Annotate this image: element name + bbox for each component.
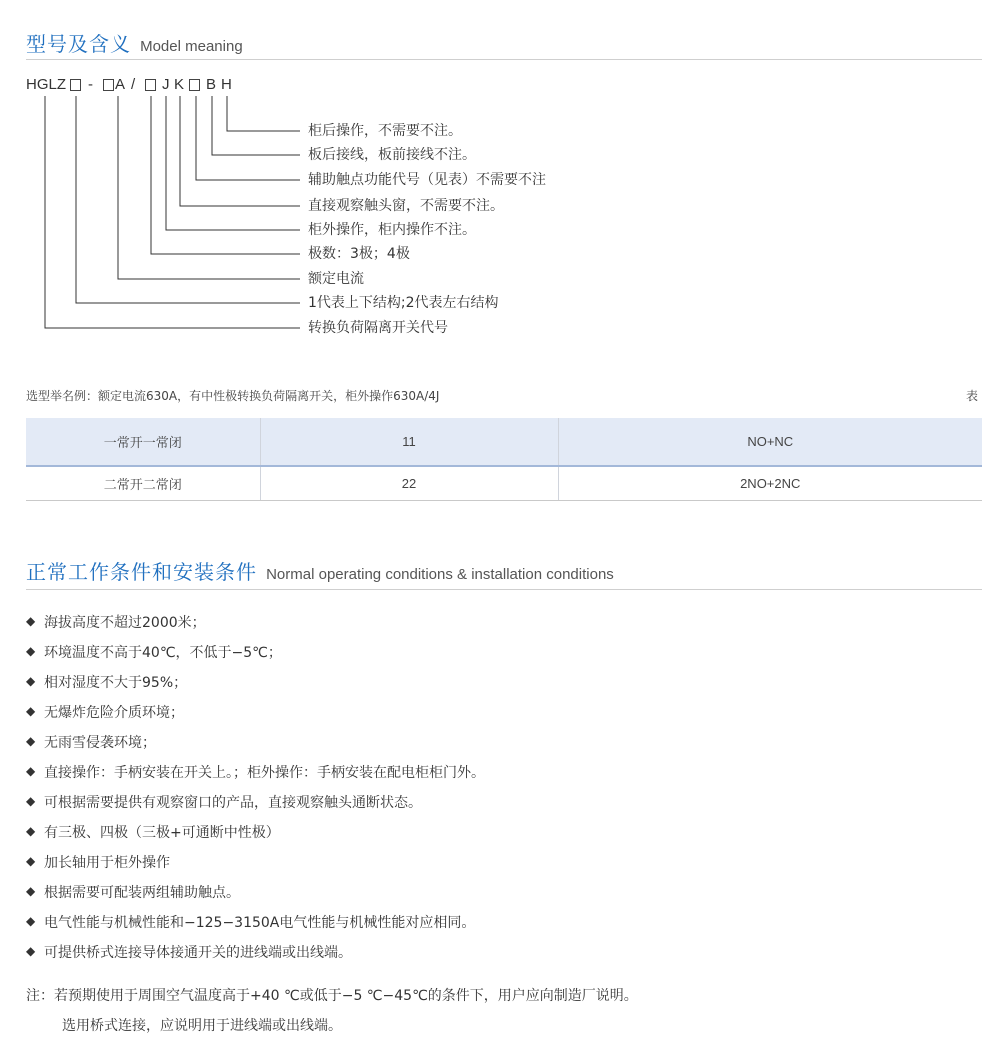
section-title-zh: 型号及含义 <box>26 32 131 56</box>
table-cell: 二常开二常闭 <box>26 466 260 501</box>
list-item <box>26 612 485 642</box>
section-heading-operating-conditions <box>26 556 614 585</box>
condition-text: 根据需要可配装两组辅助触点。 <box>44 885 240 901</box>
leader-line <box>180 96 300 206</box>
list-item <box>26 912 485 942</box>
model-code-dash: - <box>88 76 93 93</box>
section-divider <box>26 589 982 590</box>
diamond-bullet-icon: ◆ <box>26 854 36 868</box>
model-code-k: K <box>174 76 185 93</box>
meaning-item: 辅助触点功能代号（见表）不需要不注 <box>308 172 546 188</box>
list-item <box>26 732 485 762</box>
diamond-bullet-icon: ◆ <box>26 824 36 838</box>
note-line: 选用桥式连接，应说明用于进线端或出线端。 <box>62 1018 342 1034</box>
model-code-slash: / <box>131 76 136 93</box>
diamond-bullet-icon: ◆ <box>26 944 36 958</box>
diamond-bullet-icon: ◆ <box>26 614 36 628</box>
diamond-bullet-icon: ◆ <box>26 704 36 718</box>
list-item <box>26 642 485 672</box>
list-item <box>26 942 485 972</box>
section-title-en: Normal operating conditions & installation conditions <box>266 566 614 583</box>
meaning-item: 额定电流 <box>308 271 364 287</box>
note-line: 注：若预期使用于周围空气温度高于+40 ℃或低于−5 ℃−45℃的条件下，用户应向制造厂说明。 <box>26 988 638 1004</box>
diamond-bullet-icon: ◆ <box>26 644 36 658</box>
section-title-en: Model meaning <box>140 38 243 55</box>
list-item <box>26 702 485 732</box>
meaning-item: 柜外操作，柜内操作不注。 <box>308 222 476 238</box>
leader-line <box>76 96 300 303</box>
meaning-item: 极数：3极；4极 <box>308 246 410 262</box>
table-label: 表 <box>966 389 979 403</box>
aux-contact-table <box>26 418 982 501</box>
condition-text: 直接操作：手柄安装在开关上。；柜外操作：手柄安装在配电柜柜门外。 <box>44 765 485 781</box>
meaning-item: 1代表上下结构;2代表左右结构 <box>308 295 499 311</box>
meaning-item: 转换负荷隔离开关代号 <box>308 320 448 336</box>
condition-text: 无爆炸危险介质环境； <box>44 705 184 721</box>
list-item <box>26 852 485 882</box>
condition-text: 相对湿度不大于95%； <box>44 675 188 691</box>
meaning-item: 板后接线，板前接线不注。 <box>308 147 476 163</box>
condition-text: 海拔高度不超过2000米； <box>44 615 206 631</box>
list-item <box>26 672 485 702</box>
meaning-item: 直接观察触头窗，不需要不注。 <box>308 198 504 214</box>
diamond-bullet-icon: ◆ <box>26 674 36 688</box>
model-code-prefix: HGLZ <box>26 76 67 93</box>
leader-line <box>118 96 300 279</box>
model-code-h: H <box>221 76 232 93</box>
condition-text: 有三极、四极（三极+可通断中性极） <box>44 825 280 841</box>
meaning-item: 柜后操作，不需要不注。 <box>308 123 462 139</box>
model-code-a: A <box>115 76 126 93</box>
diamond-bullet-icon: ◆ <box>26 884 36 898</box>
section-title-zh: 正常工作条件和安装条件 <box>26 560 257 584</box>
condition-text: 可提供桥式连接导体接通开关的进线端或出线端。 <box>44 945 352 961</box>
table-cell: NO+NC <box>558 418 982 466</box>
table-cell: 22 <box>260 466 558 501</box>
table-row <box>26 418 982 466</box>
model-code-j: J <box>162 76 170 93</box>
leader-line <box>227 96 300 131</box>
condition-text: 环境温度不高于40℃，不低于−5℃； <box>44 645 282 661</box>
list-item <box>26 762 485 792</box>
condition-text: 电气性能与机械性能和−125−3150A电气性能与机械性能对应相同。 <box>44 915 476 931</box>
conditions-list <box>26 612 485 972</box>
table-cell: 11 <box>260 418 558 466</box>
condition-text: 无雨雪侵袭环境； <box>44 735 156 751</box>
list-item <box>26 792 485 822</box>
model-code-b: B <box>206 76 217 93</box>
leader-line <box>166 96 300 230</box>
diamond-bullet-icon: ◆ <box>26 734 36 748</box>
diamond-bullet-icon: ◆ <box>26 764 36 778</box>
condition-text: 加长轴用于柜外操作 <box>44 855 170 871</box>
diamond-bullet-icon: ◆ <box>26 794 36 808</box>
table-cell: 2NO+2NC <box>558 466 982 501</box>
leader-line <box>212 96 300 155</box>
list-item <box>26 882 485 912</box>
table-row <box>26 466 982 501</box>
selection-example: 选型举名例：额定电流630A，有中性极转换负荷隔离开关，柜外操作630A/4J <box>26 389 440 403</box>
condition-text: 可根据需要提供有观察窗口的产品，直接观察触头通断状态。 <box>44 795 422 811</box>
table-cell: 一常开一常闭 <box>26 418 260 466</box>
diamond-bullet-icon: ◆ <box>26 914 36 928</box>
list-item <box>26 822 485 852</box>
